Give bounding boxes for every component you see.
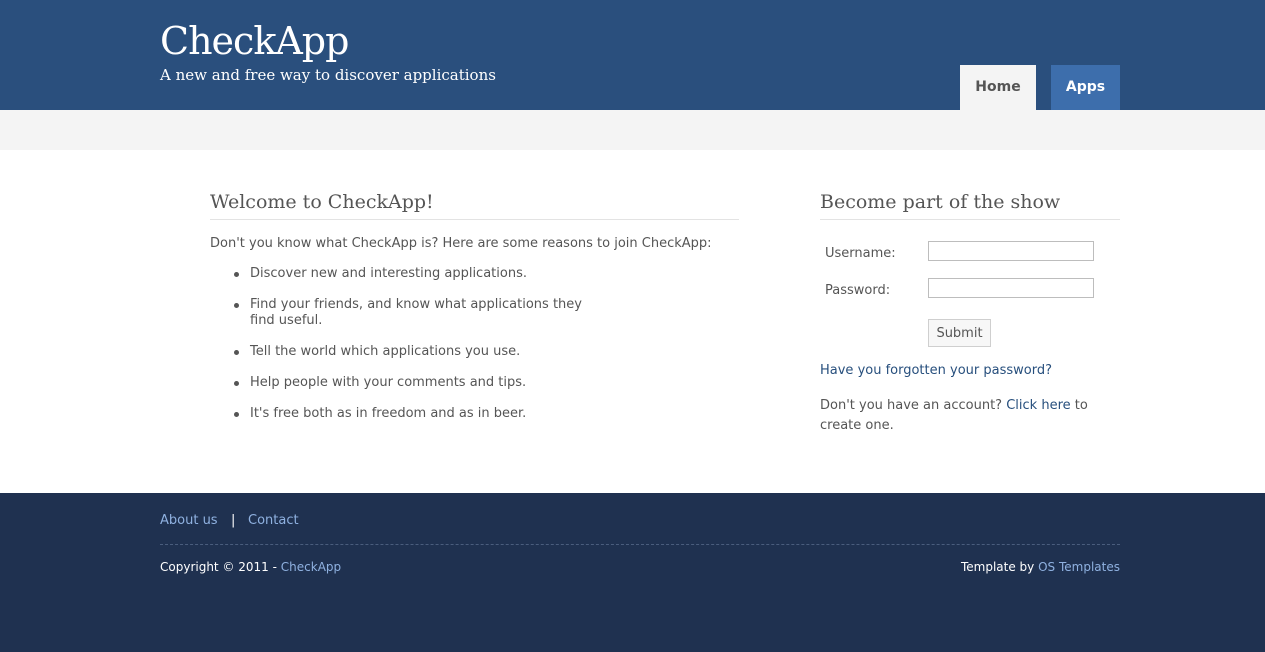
site-title: CheckApp — [160, 19, 349, 63]
list-item: It's free both as in freedom and as in beer. — [250, 406, 610, 422]
template-credit — [961, 560, 1120, 575]
username-input[interactable] — [928, 241, 1094, 261]
copyright-prefix: Copyright © 2011 - — [160, 560, 277, 574]
password-label: Password: — [825, 283, 891, 298]
template-prefix: Template by — [960, 560, 1035, 574]
footer-divider — [160, 544, 1120, 545]
footer-link-about[interactable]: About us — [160, 513, 218, 528]
list-item: Help people with your comments and tips. — [250, 375, 610, 391]
reasons-list — [250, 266, 610, 437]
login-divider — [820, 219, 1120, 220]
list-item: Find your friends, and know what applications they find useful. — [250, 297, 610, 329]
nav-tab-home[interactable]: Home — [960, 65, 1036, 110]
footer-separator: | — [231, 513, 236, 528]
nav-tab-apps[interactable]: Apps — [1051, 65, 1120, 110]
username-label: Username: — [825, 246, 896, 261]
signup-link[interactable]: Click here — [1006, 398, 1071, 413]
list-item: Discover new and interesting applications. — [250, 266, 610, 282]
password-input[interactable] — [928, 278, 1094, 298]
signup-prefix: Don't you have an account? — [820, 398, 1003, 413]
login-heading: Become part of the show — [820, 191, 1061, 213]
copyright-text — [160, 560, 341, 575]
sub-header-bar — [0, 110, 1265, 150]
template-link[interactable]: OS Templates — [1038, 560, 1120, 574]
welcome-heading: Welcome to CheckApp! — [210, 191, 434, 213]
submit-button[interactable]: Submit — [928, 319, 991, 347]
forgot-password-link[interactable]: Have you forgotten your password? — [820, 363, 1052, 378]
welcome-intro: Don't you know what CheckApp is? Here are some reasons to join CheckApp: — [210, 236, 712, 251]
site-tagline: A new and free way to discover applications — [160, 66, 496, 84]
copyright-link[interactable]: CheckApp — [280, 560, 342, 574]
signup-text — [820, 396, 1120, 436]
footer-link-contact[interactable]: Contact — [248, 513, 299, 528]
list-item: Tell the world which applications you use. — [250, 344, 610, 360]
signup-suffix: to create one. — [820, 398, 1088, 433]
welcome-divider — [210, 219, 739, 220]
